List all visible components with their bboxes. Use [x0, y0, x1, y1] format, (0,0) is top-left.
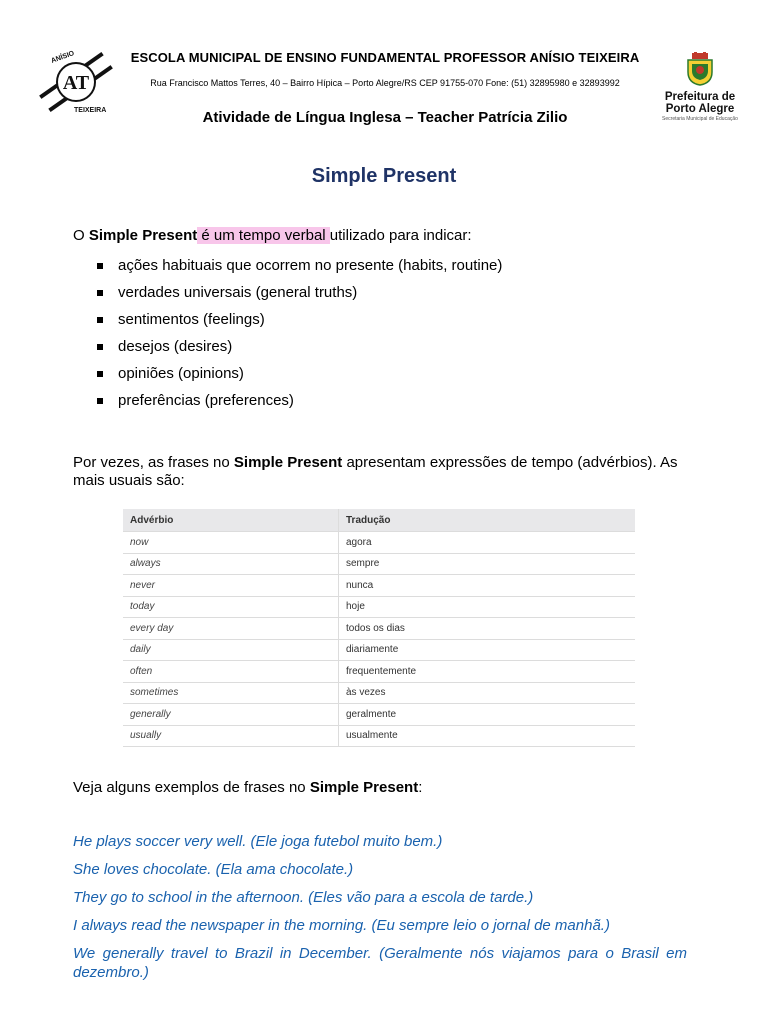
column-header-translation: Tradução — [339, 509, 636, 532]
list-item: ações habituais que ocorrem no presente (habits, routine) — [73, 256, 502, 283]
list-item: sentimentos (feelings) — [73, 310, 502, 337]
example-sentence: She loves chocolate. (Ela ama chocolate.) — [73, 861, 354, 878]
school-address: Rua Francisco Mattos Terres, 40 – Bairro Hípica – Porto Alegre/RS CEP 91755-070 Fone: (51) 32895980 e 32893992 — [150, 78, 620, 88]
bullet-icon — [97, 290, 103, 296]
example-sentence: He plays soccer very well. (Ele joga futebol muito bem.) — [73, 833, 443, 850]
uses-list — [73, 256, 502, 418]
adverbs-paragraph: Por vezes, as frases no Simple Present apresentam expressões de tempo (advérbios). As mais usuais são: — [73, 454, 678, 489]
intro-term: Simple Present — [88, 227, 198, 244]
column-header-adverb: Advérbio — [123, 509, 339, 532]
table-row: today hoje — [123, 596, 635, 618]
adverb-table — [123, 509, 635, 747]
intro-highlight: é um tempo verbal — [197, 227, 330, 244]
table-row: often frequentemente — [123, 661, 635, 683]
table-row: every day todos os dias — [123, 618, 635, 640]
examples-lead: Veja alguns exemplos de frases no Simple Present: — [73, 779, 423, 796]
table-row: generally geralmente — [123, 704, 635, 726]
example-sentence: They go to school in the afternoon. (Eles vão para a escola de tarde.) — [73, 889, 534, 906]
table-row: never nunca — [123, 575, 635, 597]
bullet-icon — [97, 317, 103, 323]
logo-initials: AT — [62, 72, 90, 94]
prefeitura-subtitle: Secretaria Municipal de Educação — [662, 116, 738, 122]
table-row: always sempre — [123, 553, 635, 575]
school-logo — [36, 50, 116, 114]
adverbs-term: Simple Present — [233, 454, 343, 471]
school-name: ESCOLA MUNICIPAL DE ENSINO FUNDAMENTAL PROFESSOR ANÍSIO TEIXEIRA — [130, 50, 640, 65]
bullet-icon — [97, 263, 103, 269]
table-row: daily diariamente — [123, 639, 635, 661]
list-item: opiniões (opinions) — [73, 364, 502, 391]
examples-list — [73, 833, 687, 992]
intro-suffix: utilizado para indicar: — [329, 227, 472, 244]
logo-top-text: ANÍSIO — [50, 50, 76, 65]
prefeitura-line2: Porto Alegre — [665, 103, 735, 115]
list-item: verdades universais (general truths) — [73, 283, 502, 310]
example-sentence: I always read the newspaper in the morning. (Eu sempre leio o jornal de manhã.) — [73, 917, 610, 934]
activity-title: Atividade de Língua Inglesa – Teacher Patrícia Zilio — [202, 109, 568, 126]
bullet-icon — [97, 398, 103, 404]
table-row: now agora — [123, 532, 635, 554]
table-row: usually usualmente — [123, 725, 635, 747]
logo-bottom-text: TEIXEIRA — [74, 107, 107, 114]
prefeitura-logo — [660, 52, 740, 124]
table-row: sometimes às vezes — [123, 682, 635, 704]
examples-term: Simple Present — [309, 779, 419, 796]
prefeitura-line1: Prefeitura de — [664, 91, 736, 103]
list-item: desejos (desires) — [73, 337, 502, 364]
table-header-row — [123, 509, 635, 532]
intro-text — [73, 227, 472, 244]
page-title: Simple Present — [311, 165, 457, 187]
example-sentence: We generally travel to Brazil in December. (Geralmente nós viajamos para o Brasil em dezembro.) — [73, 945, 687, 981]
bullet-icon — [97, 344, 103, 350]
list-item: preferências (preferences) — [73, 391, 502, 418]
coat-of-arms-icon — [683, 52, 717, 86]
bullet-icon — [97, 371, 103, 377]
intro-prefix: O — [73, 227, 89, 244]
